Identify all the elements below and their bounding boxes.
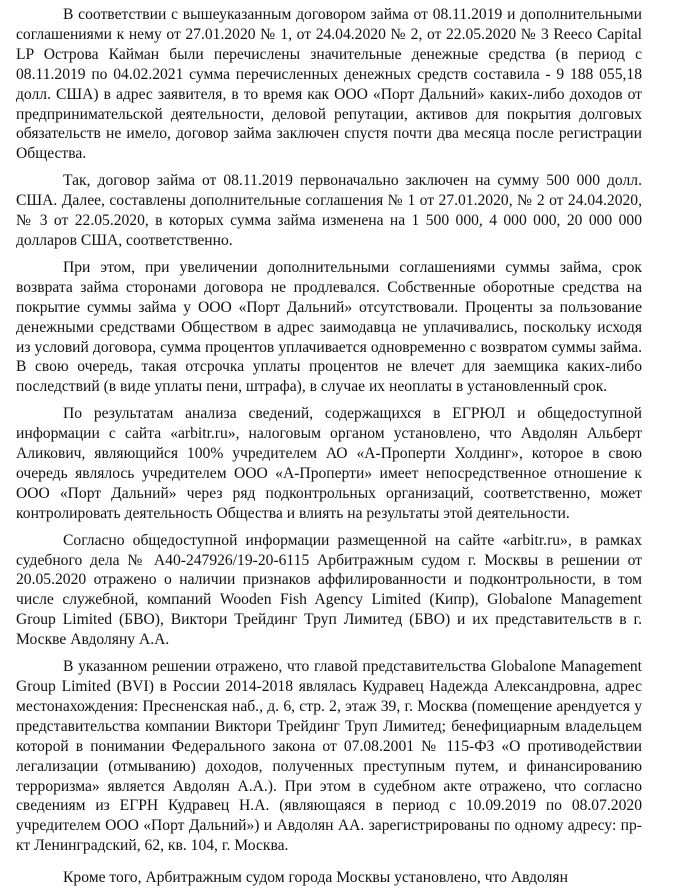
paragraph-loan-transfers: В соответствии с вышеуказанным договором займа от 08.11.2019 и дополнительными соглашениями к нему от 27.01.2020 № 1, от 24.04.2020 № 2, от 22.05.2020 № 3 Reeco Capital LP Острова Кайман были перечислены значительные денежные средства (в период с 08.11.2019 по 04.02.2021 сумма перечисленных денежных средств составила - 9 188 055,18 долл. США) в адрес заявителя, в то время как ООО «Порт Дальний» каких-либо доходов от предпринимательской деятельности, деловой репутации, активов для покрытия долговых обязательств не имело, договор займа заключен спустя почти два месяца после регистрации Общества. [16, 6, 642, 163]
paragraph-loan-amounts: Так, договор займа от 08.11.2019 первоначально заключен на сумму 500 000 долл. США. Далее, составлены дополнительные соглашения № 1 от 27.01.2020, № 2 от 24.04.2020, № 3 от 22.05.2020, в которых сумма займа изменена на 1 500 000, 4 000 000, 20 000 000 долларов США, соответственно. [16, 172, 642, 249]
paragraph-cut-off-line: Кроме того, Арбитражным судом города Москвы установлено, что Авдолян [63, 869, 568, 886]
paragraph-repayment-terms: При этом, при увеличении дополнительными соглашениями суммы займа, срок возврата займа сторонами договора не продлевался. Собственные оборотные средства на покрытие суммы займа у ООО «Порт Дальний» отсутствовали. Проценты за пользование денежными средствами Обществом в адрес заимодавца не уплачивались, поскольку исходя из условий договора, сумма процентов уплачивается одновременно с возвратом суммы займа. В свою очередь, такая отсрочка уплаты процентов не влечет для заемщика каких-либо последствий (в виде уплаты пени, штрафа), в случае их неоплаты в установленный срок. [16, 258, 642, 396]
paragraph-egrul-analysis: По результатам анализа сведений, содержащихся в ЕГРЮЛ и общедоступной информации с сайта «arbitr.ru», налоговым органом установлено, что Авдолян Альберт Аликович, являющийся 100% учредителем АО «А-Проперти Холдинг», которое в свою очередь являлось учредителем ООО «А-Проперти» имеет непосредственное отношение к ООО «Порт Дальний» через ряд подконтрольных организаций, соответственно, может контролировать деятельность Общества и влиять на результаты этой деятельности. [16, 405, 642, 522]
paragraph-court-decision: В указанном решении отражено, что главой представительства Globalone Management Group Limited (BVI) в России 2014-2018 являлась Кудравец Надежда Александровна, адрес местонахождения: Пресненская наб., д. 6, стр. 2, этаж 39, г. Москва (помещение арендуется у представительства компании Виктори Трейдинг Труп Лимитед; бенефициарным владельцем которой в понимании Федерального закона от 07.08.2001 № 115-ФЗ «О противодействии легализации (отмыванию) доходов, полученных преступным путем, и финансированию терроризма» является Авдолян А.А.). При этом в судебном акте отражено, что согласно сведениям из ЕГРН Кудравец Н.А. (являющаяся в период с 10.09.2019 по 08.07.2020 учредителем ООО «Порт Дальний») и Авдолян АА. зарегистрированы по одному адресу: пр-кт Ленинградский, 62, кв. 104, г. Москва. [16, 658, 642, 855]
document-body [16, 5, 642, 863]
paragraph-court-case: Согласно общедоступной информации размещенной на сайте «arbitr.ru», в рамках судебного дела № А40-247926/19-20-6115 Арбитражным судом г. Москвы в решении от 20.05.2020 отражено о наличии признаков аффилированности и подконтрольности, в том числе служебной, компаний Wooden Fish Agency Limited (Кипр), Globalone Management Group Limited (БВО), Виктори Трейдинг Труп Лимитед (БВО) и их представительств в г. Москве Авдоляну А.А. [16, 531, 642, 649]
